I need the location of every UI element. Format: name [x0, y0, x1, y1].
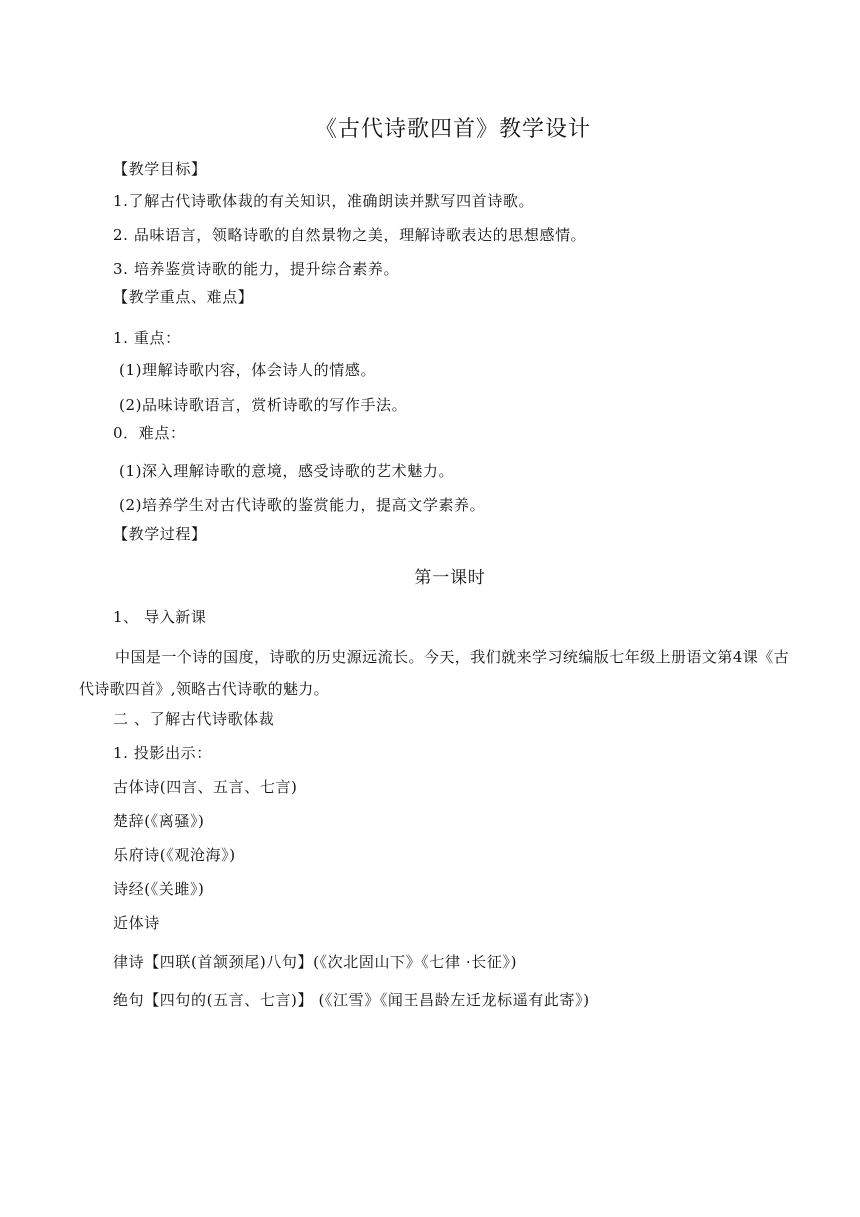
difficulty-label: 0．难点：: [113, 424, 186, 442]
genre-item: 楚辞(《离骚》): [113, 812, 205, 830]
lesson-subtitle: 第一课时: [414, 568, 486, 588]
genre-item: 诗经(《关雎》): [113, 880, 205, 898]
genre-item: 近体诗: [113, 914, 160, 932]
genre-item: 古体诗(四言、五言、七言): [113, 778, 298, 796]
document-title: 《古代诗歌四首》教学设计: [314, 117, 591, 142]
genre-item: 乐府诗(《观沧海》): [113, 846, 236, 864]
process-heading: 【教学过程】: [113, 525, 207, 543]
goal-item: 1.了解古代诗歌体裁的有关知识，准确朗读并默写四首诗歌。: [113, 192, 535, 210]
step-subheading: 1. 投影出示：: [113, 744, 212, 762]
goals-heading: 【教学目标】: [113, 160, 207, 178]
genre-item: 律诗【四联(首颔颈尾)八句】(《次北固山下》《七律 ·长征》): [113, 953, 518, 971]
key-point-item: (1)理解诗歌内容，体会诗人的情感。: [119, 361, 377, 379]
genre-item: 绝句【四句的(五言、七言)】 (《江雪》《闻王昌龄左迁龙标遥有此寄》): [113, 991, 590, 1009]
goal-item: 3. 培养鉴赏诗歌的能力，提升综合素养。: [113, 260, 400, 278]
intro-paragraph: 中国是一个诗的国度，诗歌的历史源远流长。今天，我们就来学习统编版七年级上册语文第4课《古代诗歌四首》,领略古代诗歌的魅力。: [79, 648, 789, 698]
difficulty-item: (1)深入理解诗歌的意境，感受诗歌的艺术魅力。: [119, 462, 455, 480]
key-difficulty-heading: 【教学重点、难点】: [113, 288, 254, 306]
difficulty-item: (2)培养学生对古代诗歌的鉴赏能力，提高文学素养。: [119, 496, 486, 514]
key-points-label: 1. 重点：: [113, 329, 181, 347]
step-heading: 二 、了解古代诗歌体裁: [113, 710, 275, 728]
step-heading: 1、 导入新课: [113, 608, 207, 626]
goal-item: 2. 品味语言，领略诗歌的自然景物之美，理解诗歌表达的思想感情。: [113, 226, 587, 244]
key-point-item: (2)品味诗歌语言，赏析诗歌的写作手法。: [119, 396, 408, 414]
